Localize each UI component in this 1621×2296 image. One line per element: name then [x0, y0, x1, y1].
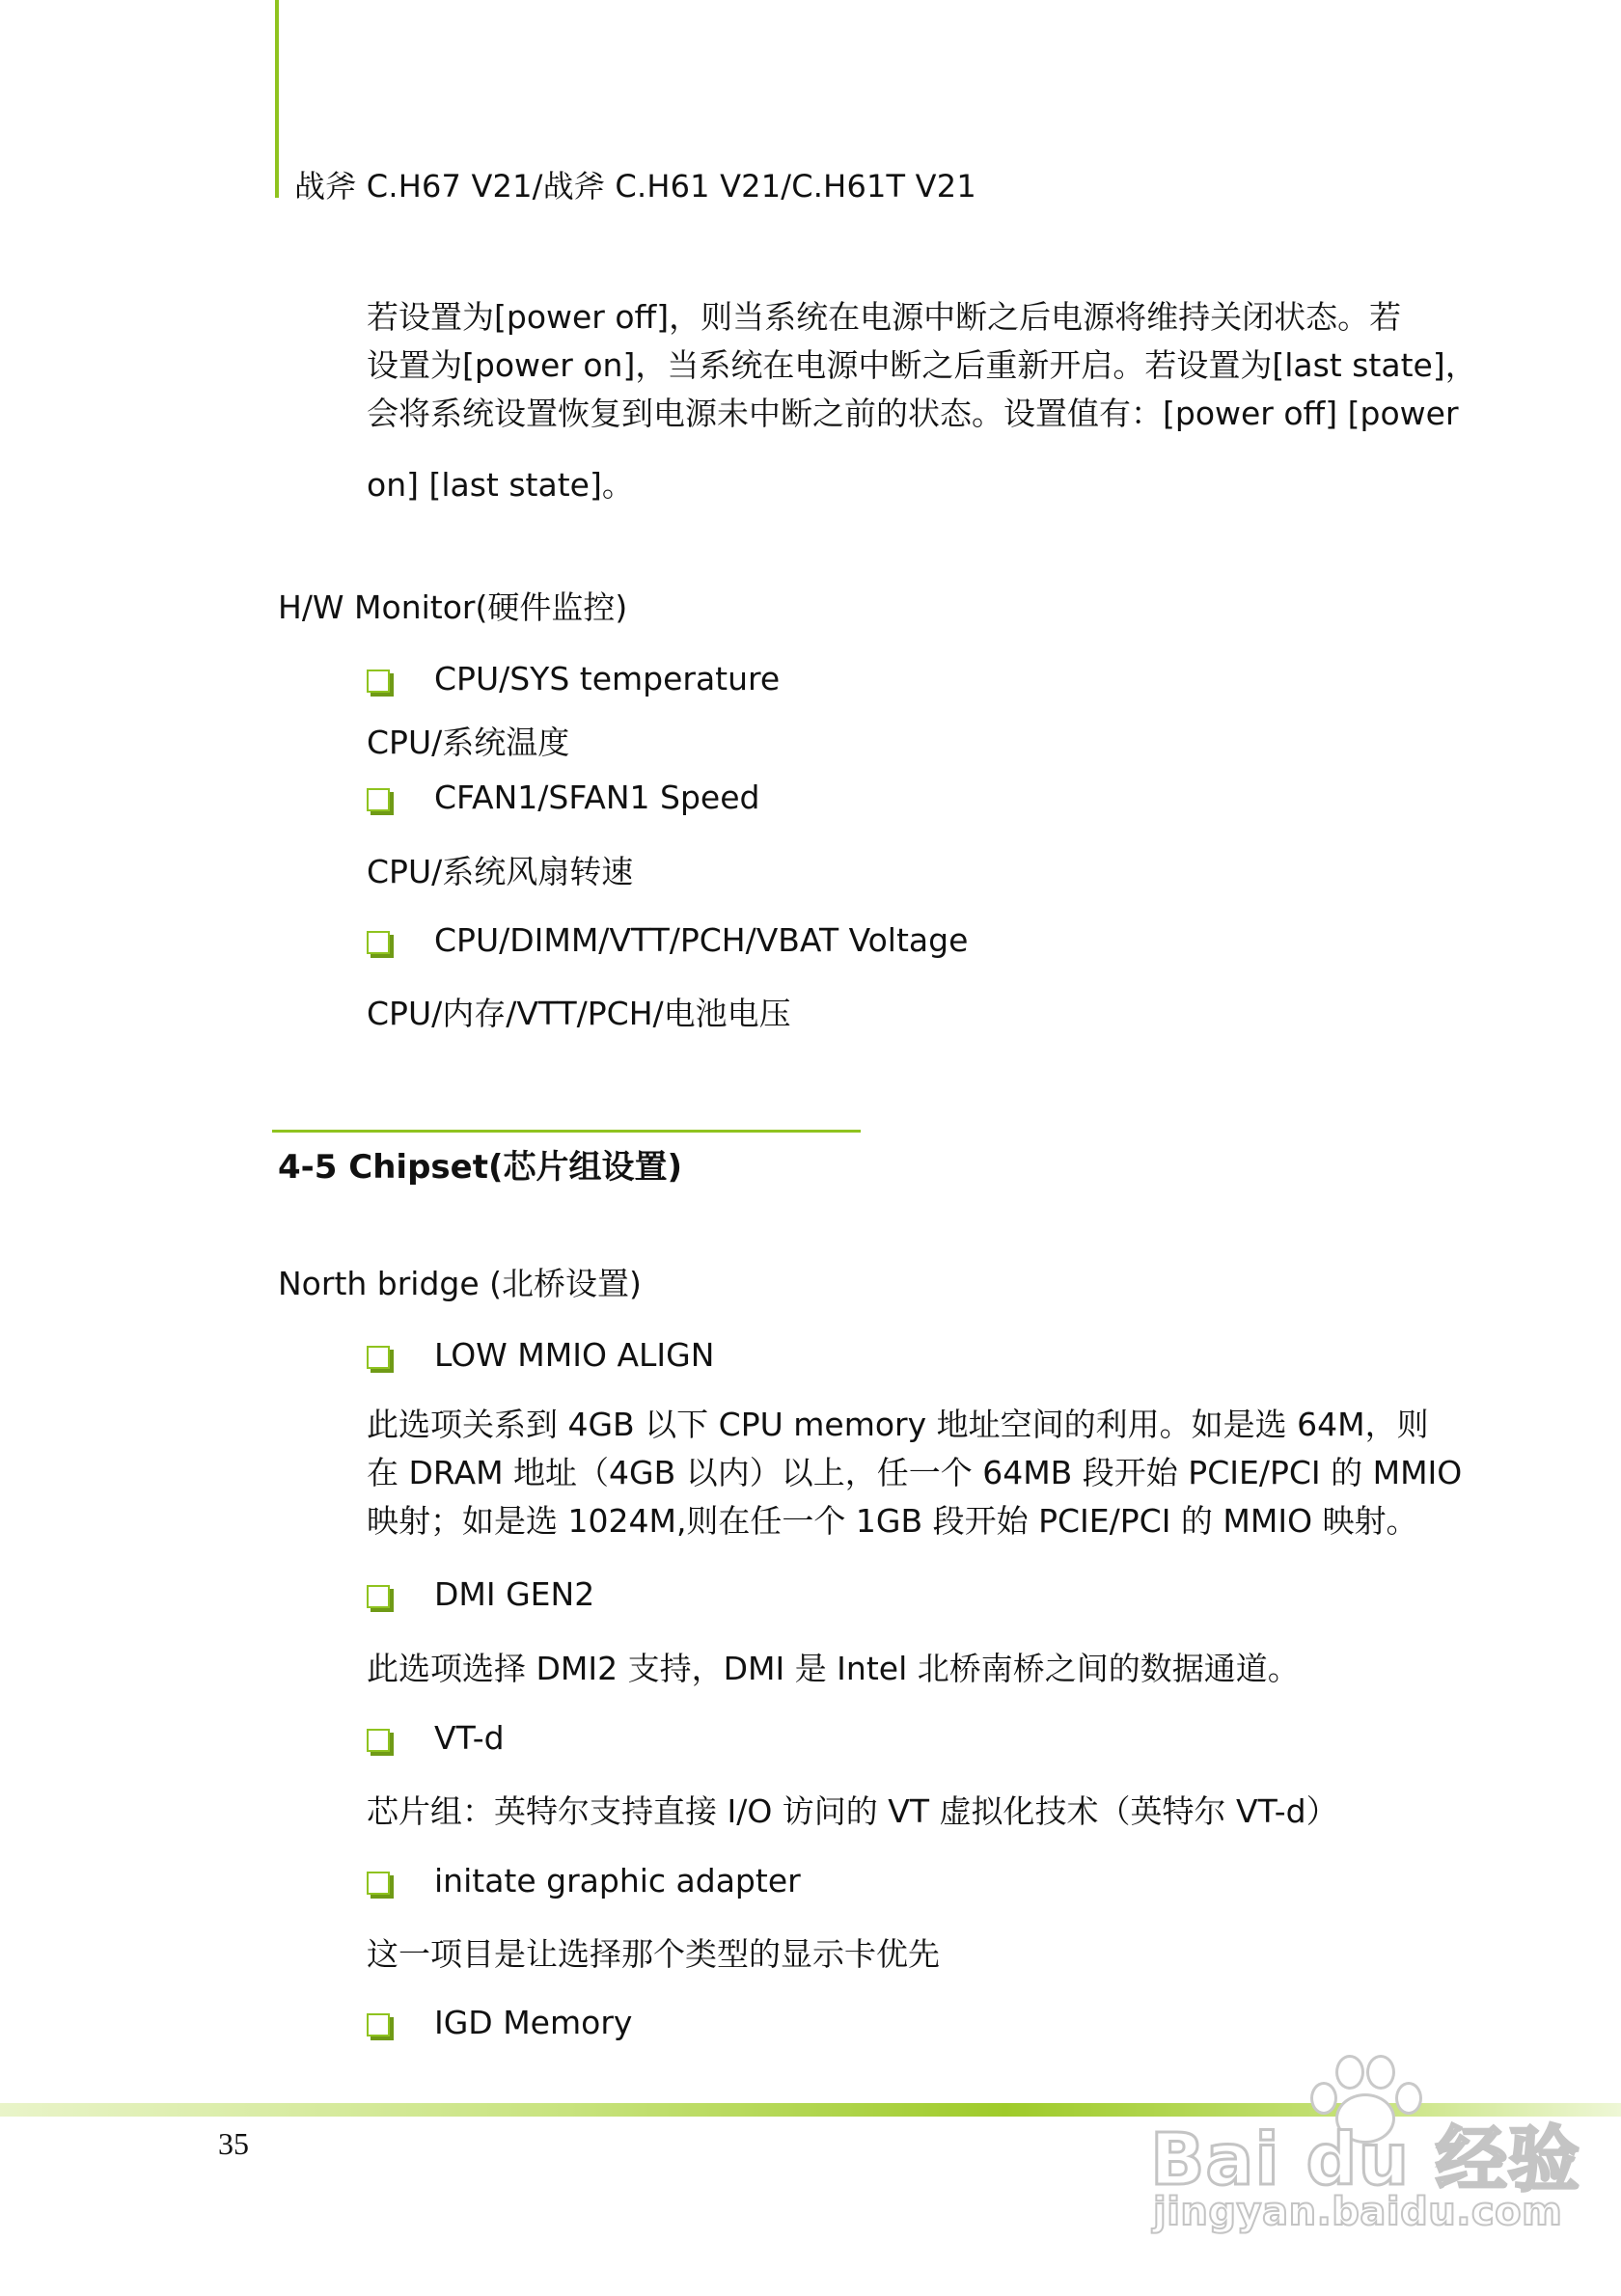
header-accent-bar — [275, 0, 279, 198]
item-label: LOW MMIO ALIGN — [434, 1336, 715, 1374]
checkbox-bullet-icon — [367, 1585, 390, 1608]
intro-line: 设置为[power on]，当系统在电源中断之后重新开启。若设置为[last state]， — [367, 346, 1477, 384]
item-description: CPU/内存/VTT/PCH/电池电压 — [367, 995, 791, 1032]
item-label: CPU/SYS temperature — [434, 660, 781, 697]
item-label: IGD Memory — [434, 2004, 633, 2041]
item-description: CPU/系统风扇转速 — [367, 853, 634, 890]
desc-line: 在 DRAM 地址（4GB 以内）以上，任一个 64MB 段开始 PCIE/PCI 的 MMIO — [367, 1454, 1463, 1491]
checkbox-bullet-icon — [367, 788, 390, 811]
chapter-heading: 4-5 Chipset(芯片组设置) — [278, 1148, 683, 1187]
checkbox-bullet-icon — [367, 1346, 390, 1369]
checkbox-bullet-icon — [367, 670, 390, 693]
intro-line: 若设置为[power off]，则当系统在电源中断之后电源将维持关闭状态。若 — [367, 298, 1402, 336]
intro-line: on] [last state]。 — [367, 466, 634, 504]
item-description: 芯片组：英特尔支持直接 I/O 访问的 VT 虚拟化技术（英特尔 VT-d） — [367, 1792, 1338, 1830]
running-header-title: 战斧 C.H67 V21/战斧 C.H61 V21/C.H61T V21 — [294, 168, 976, 205]
intro-line: 会将系统设置恢复到电源未中断之前的状态。设置值有：[power off] [power — [367, 395, 1459, 432]
desc-line: 此选项关系到 4GB 以下 CPU memory 地址空间的利用。如是选 64M，则 — [367, 1406, 1429, 1443]
item-label: DMI GEN2 — [434, 1575, 595, 1613]
item-label: initate graphic adapter — [434, 1862, 801, 1900]
watermark-brand: Bai du 经验 — [1150, 2118, 1580, 2201]
checkbox-bullet-icon — [367, 1872, 390, 1895]
hw-monitor-heading: H/W Monitor(硬件监控) — [278, 588, 628, 626]
item-label: VT-d — [434, 1719, 505, 1757]
item-description: 这一项目是让选择那个类型的显示卡优先 — [367, 1935, 940, 1973]
item-description — [367, 1401, 1462, 1545]
checkbox-bullet-icon — [367, 1729, 390, 1752]
item-label: CFAN1/SFAN1 Speed — [434, 779, 760, 816]
north-bridge-heading: North bridge (北桥设置) — [278, 1265, 642, 1302]
desc-line: 映射；如是选 1024M,则在任一个 1GB 段开始 PCIE/PCI 的 MMIO 映射。 — [367, 1502, 1418, 1540]
baidu-jingyan-watermark — [1139, 2045, 1580, 2248]
page-number: 35 — [218, 2126, 249, 2161]
chapter-divider — [272, 1130, 861, 1133]
checkbox-bullet-icon — [367, 931, 390, 954]
intro-paragraph — [367, 293, 1477, 509]
item-description: CPU/系统温度 — [367, 724, 570, 761]
item-label: CPU/DIMM/VTT/PCH/VBAT Voltage — [434, 921, 969, 959]
item-description: 此选项选择 DMI2 支持，DMI 是 Intel 北桥南桥之间的数据通道。 — [367, 1650, 1300, 1687]
watermark-url: jingyan.baidu.com — [1153, 2190, 1563, 2234]
checkbox-bullet-icon — [367, 2013, 390, 2036]
